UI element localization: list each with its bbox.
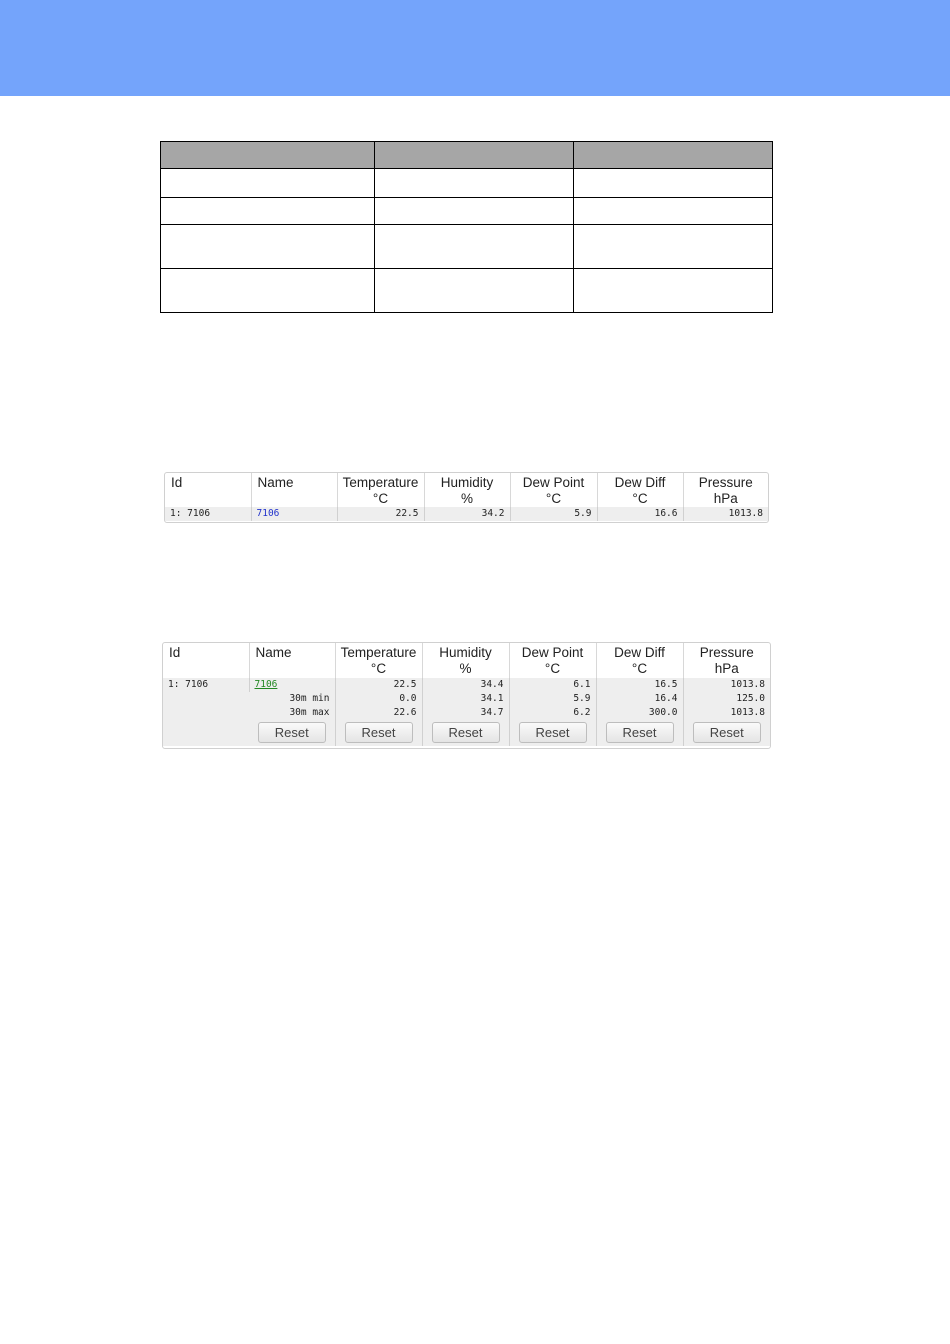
unit-label: °C: [545, 491, 562, 506]
dew-diff-min-value: 16.4: [596, 692, 683, 706]
table-row: [161, 225, 773, 269]
table-cell: [375, 269, 574, 313]
table-header-row: [161, 142, 773, 169]
reset-dew-point-button[interactable]: Reset: [519, 722, 587, 743]
table-header-row: [163, 643, 770, 678]
unit-label: %: [460, 491, 473, 506]
column-header-temperature: Temperature °C: [335, 643, 422, 678]
reset-minmax-button[interactable]: Reset: [258, 722, 326, 743]
humidity-min-value: 34.1: [422, 692, 509, 706]
table-header-row: [165, 473, 768, 507]
page-header-bar: [0, 0, 950, 96]
table-cell: [161, 142, 375, 169]
pressure-min-value: 125.0: [683, 692, 770, 706]
column-header-pressure: Pressure hPa: [683, 473, 768, 507]
temperature-min-value: 0.0: [335, 692, 422, 706]
column-header-humidity: Humidity %: [424, 473, 510, 507]
sensor-table-current: [164, 472, 769, 523]
reset-cell: [683, 720, 770, 746]
column-header-name: Name: [251, 473, 337, 507]
unit-label: hPa: [714, 661, 739, 676]
temperature-value: 22.5: [337, 507, 424, 521]
dew-point-max-value: 6.2: [509, 706, 596, 720]
table-row: [165, 507, 768, 521]
dew-point-value: 6.1: [509, 678, 596, 692]
column-header-dew-point: Dew Point °C: [509, 643, 596, 678]
temperature-max-value: 22.6: [335, 706, 422, 720]
unit-label: hPa: [713, 491, 738, 506]
pressure-value: 1013.8: [683, 678, 770, 692]
column-header-id: Id: [169, 645, 181, 660]
humidity-value: 34.2: [424, 507, 510, 521]
table-cell: [375, 197, 574, 224]
dew-diff-value: 16.5: [596, 678, 683, 692]
column-header-name: Name: [249, 643, 335, 678]
sensor-name-link[interactable]: 7106: [256, 508, 280, 519]
table-row: [161, 169, 773, 198]
unit-label: °C: [632, 491, 648, 506]
table-cell: [574, 225, 773, 269]
temperature-value: 22.5: [335, 678, 422, 692]
dew-diff-value: 16.6: [597, 507, 683, 521]
table-row-min: [163, 692, 770, 706]
table-cell: [375, 225, 574, 269]
reset-temperature-button[interactable]: Reset: [345, 722, 413, 743]
table-cell: [161, 269, 375, 313]
table-cell: [375, 169, 574, 198]
humidity-value: 34.4: [422, 678, 509, 692]
table-cell: [375, 142, 574, 169]
dew-point-min-value: 5.9: [509, 692, 596, 706]
empty-document-table: [160, 141, 773, 313]
table-cell: [574, 197, 773, 224]
unit-label: °C: [372, 491, 389, 506]
column-header-humidity: Humidity %: [422, 643, 509, 678]
sensor-id: 1: 7106: [163, 678, 249, 746]
min-label: 30m min: [249, 692, 335, 706]
sensor-id: 1: 7106: [165, 507, 251, 521]
table-cell: [161, 225, 375, 269]
column-header-pressure: Pressure hPa: [683, 643, 770, 678]
sensor-name-cell: [249, 678, 335, 692]
reset-dew-diff-button[interactable]: Reset: [606, 722, 674, 743]
table-row: [163, 678, 770, 692]
table-cell: [161, 197, 375, 224]
sensor-name-link[interactable]: 7106: [254, 679, 278, 690]
pressure-value: 1013.8: [683, 507, 768, 521]
reset-row: [163, 720, 770, 746]
column-header-temperature: Temperature °C: [337, 473, 424, 507]
table-cell: [161, 169, 375, 198]
dew-diff-max-value: 300.0: [596, 706, 683, 720]
dew-point-value: 5.9: [510, 507, 597, 521]
table-cell: [574, 169, 773, 198]
reset-cell: [422, 720, 509, 746]
unit-label: °C: [370, 661, 387, 676]
table-row: [161, 269, 773, 313]
column-header-id: Id: [171, 475, 183, 490]
pressure-max-value: 1013.8: [683, 706, 770, 720]
max-label: 30m max: [249, 706, 335, 720]
column-header-dew-point: Dew Point °C: [510, 473, 597, 507]
table-row-max: [163, 706, 770, 720]
sensor-table-minmax: [162, 642, 771, 749]
reset-pressure-button[interactable]: Reset: [693, 722, 761, 743]
table-row: [161, 197, 773, 224]
unit-label: °C: [544, 661, 561, 676]
unit-label: %: [459, 661, 472, 676]
reset-cell: [596, 720, 683, 746]
column-header-dew-diff: Dew Diff °C: [596, 643, 683, 678]
reset-cell: [335, 720, 422, 746]
sensor-name-cell: [251, 507, 337, 521]
reset-humidity-button[interactable]: Reset: [432, 722, 500, 743]
unit-label: °C: [631, 661, 648, 676]
reset-cell: [509, 720, 596, 746]
table-cell: [574, 269, 773, 313]
table-cell: [574, 142, 773, 169]
reset-cell: [249, 720, 335, 746]
column-header-dew-diff: Dew Diff °C: [597, 473, 683, 507]
humidity-max-value: 34.7: [422, 706, 509, 720]
